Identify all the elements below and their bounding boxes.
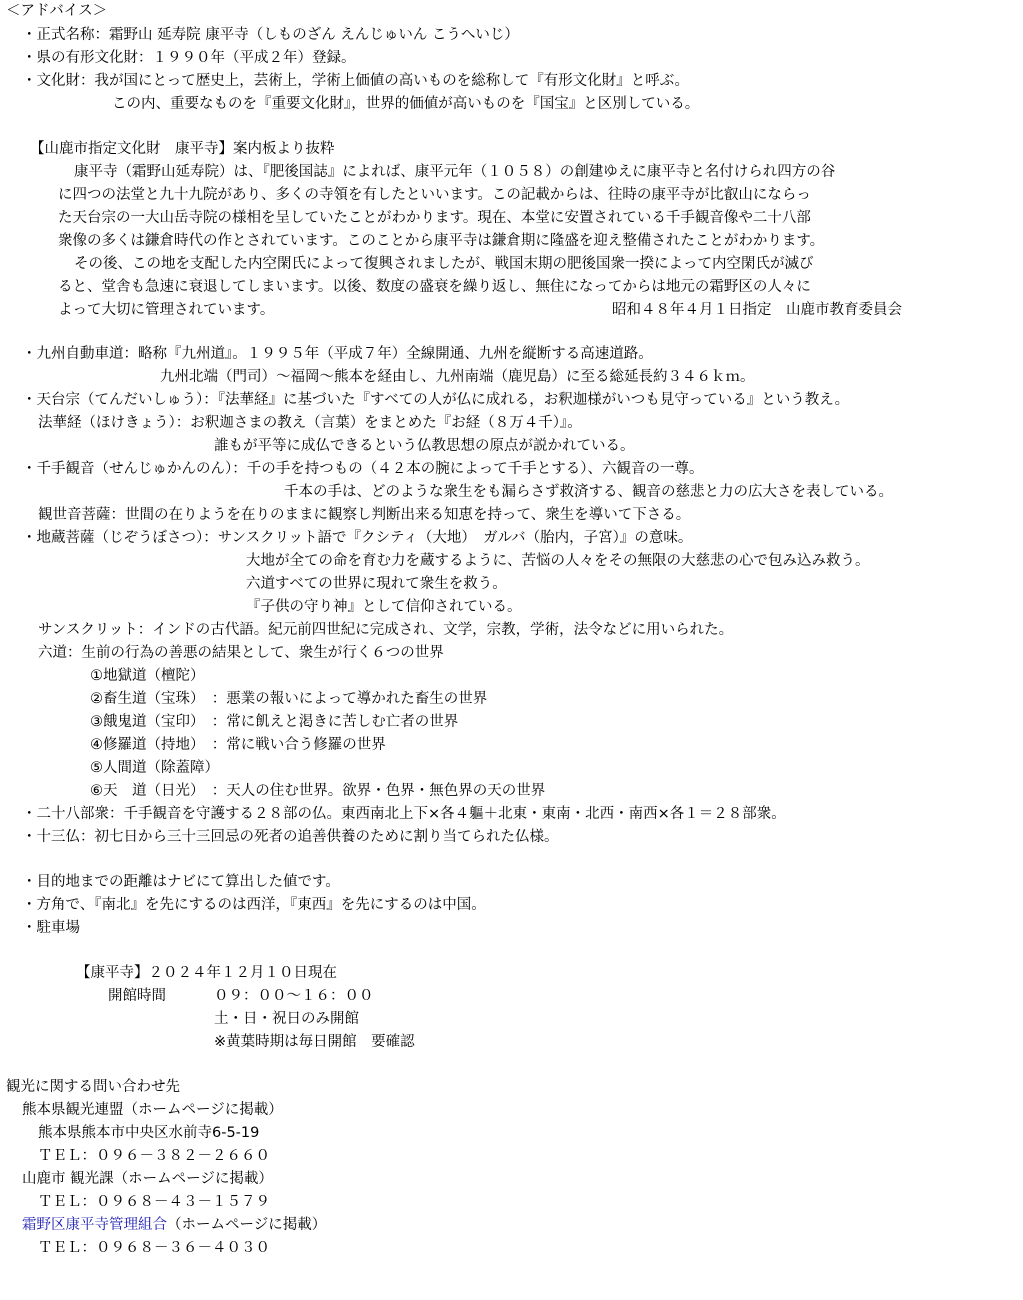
contact-shimono-tel: ＴＥＬ：０９６８－３６－４０３０ xyxy=(38,1240,270,1256)
kyushu-expressway-route: 九州北端（門司）～福岡～熊本を経由し、九州南端（鹿児島）に至る総延長約３４６ｋｍ。 xyxy=(160,369,755,385)
contact-kumamoto-address: 熊本県熊本市中央区水前寺6-5-19 xyxy=(38,1125,260,1141)
signboard-line: その後、この地を支配した内空閑氏によって復興されましたが、戦国末期の肥後国衆一揆によって内空閑氏が滅び xyxy=(74,256,814,272)
jizo-note: 大地が全ての命を育む力を蔵するように、苦悩の人々をその無限の大慈悲の心で包み込み救う。 xyxy=(246,553,870,569)
signboard-line: 衆像の多くは鎌倉時代の作とされています。このことから康平寺は鎌倉期に隆盛を迎え整備されたことがわかります。 xyxy=(58,233,825,249)
contact-yamaga-tel: ＴＥＬ：０９６８－４３－１５７９ xyxy=(38,1194,270,1210)
opening-days: 土・日・祝日のみ開館 xyxy=(214,1011,359,1027)
rikudo-item: ①地獄道（檀陀） xyxy=(90,668,205,684)
lotus-sutra: 法華経（ほけきょう）：お釈迦さまの教え（言葉）をまとめた『お経（８万４千）』。 xyxy=(38,415,582,431)
signboard-line: 康平寺（霜野山延寿院）は、『肥後国誌』によれば、康平元年（１０５８）の創建ゆえに康平寺と名付けられ四方の谷 xyxy=(74,164,836,180)
rikudo-item: ②畜生道（宝珠） ：悪業の報いによって導かれた畜生の世界 xyxy=(90,691,488,707)
tendai-sect: ・天台宗（てんだいしゅう）：『法華経』に基づいた『すべての人が仏に成れる，お釈迦様がいつも見守っている』という教え。 xyxy=(22,392,850,408)
jusanbutsu: ・十三仏：初七日から三十三回忌の死者の追善供養のために割り当てられた仏様。 xyxy=(22,829,559,845)
contact-kumamoto-tel: ＴＥＬ：０９６－３８２－２６６０ xyxy=(38,1148,270,1164)
advice-header: ＜アドバイス＞ xyxy=(6,3,108,19)
rikudo-item: ③餓鬼道（宝印） ：常に飢えと渇きに苦しむ亡者の世界 xyxy=(90,714,459,730)
jizo-note: 六道すべての世界に現れて衆生を救う。 xyxy=(246,576,507,592)
autumn-note: ※黄葉時期は毎日開館 要確認 xyxy=(214,1034,415,1050)
cultural-property-definition: ・文化財：我が国にとって歴史上，芸術上，学術上価値の高いものを総称して『有形文化財』と呼ぶ。 xyxy=(22,73,689,89)
jizo-bosatsu: ・地蔵菩薩（じぞうぼさつ）：サンスクリット語で『クシティ（大地） ガルバ（胎内，子宮）』の意味。 xyxy=(22,530,693,546)
nijuhachi-bushu: ・二十八部衆：千手観音を守護する２８部の仏。東西南北上下×各４軀＋北東・東南・北西・南西×各１＝２８部衆。 xyxy=(22,806,786,822)
official-name: ・正式名称：霜野山 延寿院 康平寺（しものざん えんじゅいん こうへいじ） xyxy=(22,27,519,43)
rikudo-item: ⑥天 道（日光） ：天人の住む世界。欲界・色界・無色界の天の世界 xyxy=(90,783,546,799)
senju-kannon: ・千手観音（せんじゅかんのん）：千の手を持つもの（４２本の腕によって千手とする）、六観音の一尊。 xyxy=(22,461,704,477)
lotus-sutra-note: 誰もが平等に成仏できるという仏教思想の原点が説かれている。 xyxy=(214,438,635,454)
signboard-signature: 昭和４８年４月１日指定 山鹿市教育委員会 xyxy=(612,302,902,318)
signboard-line: よって大切に管理されています。 xyxy=(58,302,275,318)
signboard-line: ると、堂舎も急速に衰退してしまいます。以後、数度の盛衰を繰り返し、無住になってからは地元の霜野区の人々に xyxy=(58,279,811,295)
parking-note: ・駐車場 xyxy=(22,920,80,936)
rikudo-item: ⑤人間道（除蓋障） xyxy=(90,760,219,776)
prefecture-cultural-property: ・県の有形文化財：１９９０年（平成２年）登録。 xyxy=(22,50,356,66)
jizo-note: 『子供の守り神』として信仰されている。 xyxy=(246,599,522,615)
opening-hours-label: 開館時間 xyxy=(108,988,166,1004)
senju-kannon-note: 千本の手は、どのような衆生をも漏らさず救済する、観音の慈悲と力の広大さを表している。 xyxy=(284,484,893,500)
contacts-header: 観光に関する問い合わせ先 xyxy=(6,1079,180,1095)
contact-kumamoto-tourism: 熊本県観光連盟（ホームページに掲載） xyxy=(22,1102,283,1118)
cultural-property-note: この内、重要なものを『重要文化財』，世界的価値が高いものを『国宝』と区別している。 xyxy=(112,96,700,112)
shimono-kouheiji-link[interactable]: 霜野区康平寺管理組合 xyxy=(22,1217,167,1233)
direction-note: ・方角で、『南北』を先にするのは西洋，『東西』を先にするのは中国。 xyxy=(22,897,486,913)
rikudo-item: ④修羅道（持地） ：常に戦い合う修羅の世界 xyxy=(90,737,386,753)
rikudo: 六道：生前の行為の善悪の結果として、衆生が行く６つの世界 xyxy=(38,645,444,661)
signboard-title: 【山鹿市指定文化財 康平寺】案内板より抜粋 xyxy=(30,141,335,157)
signboard-line: た天台宗の一大山岳寺院の様相を呈していたことがわかります。現在、本堂に安置されている千手観音像や二十八部 xyxy=(58,210,811,226)
hours-title: 【康平寺】２０２４年１２月１０日現在 xyxy=(76,965,337,981)
sanskrit: サンスクリット：インドの古代語。紀元前四世紀に完成され、文学，宗教，学術，法令などに用いられた。 xyxy=(38,622,734,638)
signboard-line: に四つの法堂と九十九院があり、多くの寺領を有したといいます。この記載からは、往時の康平寺が比叡山にならっ xyxy=(58,187,811,203)
kanzeon-bosatsu: 観世音菩薩：世間の在りようを在りのままに観察し判断出来る知恵を持って、衆生を導いて下さる。 xyxy=(38,507,691,523)
contact-shimono-row xyxy=(22,1216,326,1234)
kyushu-expressway: ・九州自動車道：略称『九州道』。１９９５年（平成７年）全線開通、九州を縦断する高速道路。 xyxy=(22,346,653,362)
contact-yamaga-tourism: 山鹿市 観光課（ホームページに掲載） xyxy=(22,1171,273,1187)
opening-hours-time: ０９：００～１６：００ xyxy=(214,988,374,1004)
distance-note: ・目的地までの距離はナビにて算出した値です。 xyxy=(22,874,340,890)
contact-shimono-suffix: （ホームページに掲載） xyxy=(167,1217,327,1233)
